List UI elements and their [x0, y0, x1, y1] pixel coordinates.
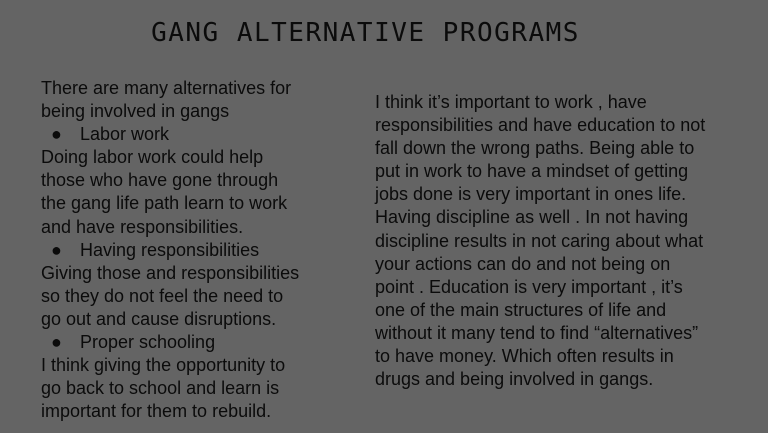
- bullet-dot-icon: ●: [51, 239, 62, 260]
- paragraph-line: point . Education is very important , it’s: [375, 276, 683, 297]
- paragraph-line: the gang life path learn to work: [41, 193, 288, 214]
- slide-title: GANG ALTERNATIVE PROGRAMS: [151, 18, 580, 48]
- bullet-label: Proper schooling: [80, 332, 216, 353]
- paragraph-line: so they do not feel the need to: [41, 285, 284, 306]
- paragraph-line: important for them to rebuild.: [41, 401, 272, 422]
- paragraph-line: to have money. Which often results in: [375, 346, 674, 367]
- right-text-column: [375, 91, 750, 391]
- paragraph-line: go out and cause disruptions.: [41, 308, 277, 329]
- paragraph-line: jobs done is very important in ones life.: [375, 184, 687, 205]
- bullet-having-responsibilities: [41, 239, 341, 262]
- bullet-label: Having responsibilities: [80, 239, 260, 260]
- paragraph-line: I think it’s important to work , have: [375, 92, 647, 112]
- paragraph-line: I think giving the opportunity to: [41, 355, 286, 376]
- paragraph-line: discipline results in not caring about what: [375, 230, 704, 251]
- bullet-label: Labor work: [80, 124, 170, 145]
- paragraph-line: Having discipline as well . In not having: [375, 207, 689, 228]
- paragraph-line: responsibilities and have education to not: [375, 115, 706, 136]
- intro-line: There are many alternatives for: [41, 78, 292, 98]
- paragraph-line: those who have gone through: [41, 170, 279, 191]
- paragraph-line: fall down the wrong paths. Being able to: [375, 138, 695, 159]
- paragraph-line: put in work to have a mindset of getting: [375, 161, 689, 182]
- paragraph-line: Giving those and responsibilities: [41, 262, 300, 283]
- paragraph-line: one of the main structures of life and: [375, 299, 667, 320]
- bullet-dot-icon: ●: [51, 124, 62, 145]
- intro-line: being involved in gangs: [41, 101, 230, 122]
- paragraph-line: Doing labor work could help: [41, 147, 264, 168]
- paragraph-line: without it many tend to find “alternatives”: [375, 322, 699, 343]
- bullet-dot-icon: ●: [51, 332, 62, 353]
- paragraph-line: and have responsibilities.: [41, 216, 244, 237]
- paragraph-line: your actions can do and not being on: [375, 253, 671, 274]
- bullet-labor-work: [41, 123, 341, 146]
- paragraph-line: go back to school and learn is: [41, 378, 280, 399]
- paragraph-line: drugs and being involved in gangs.: [375, 369, 654, 390]
- bullet-proper-schooling: [41, 331, 341, 354]
- left-text-column: [41, 77, 341, 423]
